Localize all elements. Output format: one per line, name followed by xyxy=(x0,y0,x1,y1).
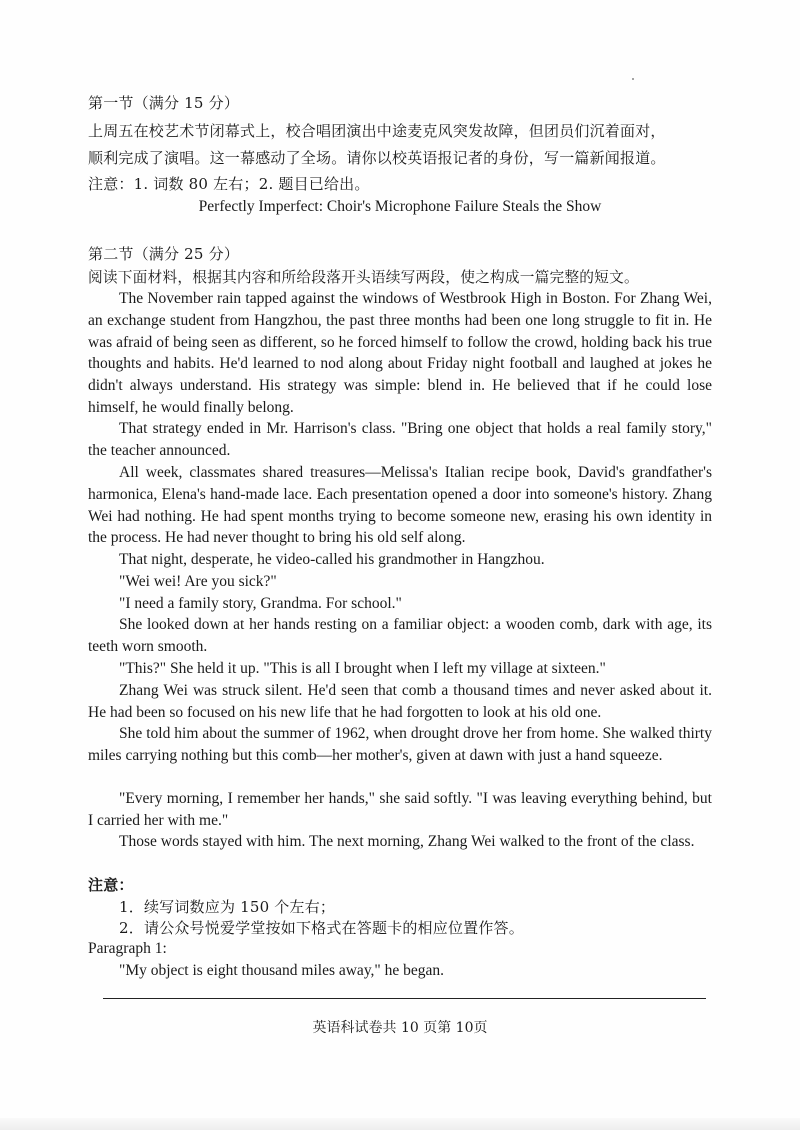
story-paragraph-2: That strategy ended in Mr. Harrison's class. "Bring one object that holds a real family story," the teacher announced. xyxy=(88,420,712,459)
scan-speck xyxy=(632,78,634,80)
note-answer-format: 2．请公众号悦爱学堂按如下格式在答题卡的相应位置作答。 xyxy=(119,919,524,937)
section1-prompt-line1: 上周五在校艺术节闭幕式上，校合唱团演出中途麦克风突发故障，但团员们沉着面对， xyxy=(88,122,666,140)
paragraph-opening: "My object is eight thousand miles away," he began. xyxy=(119,962,445,979)
notes-label: 注意： xyxy=(88,876,134,894)
section1-heading: 第一节（满分 15 分） xyxy=(88,94,240,112)
paragraph-label: Paragraph 1: xyxy=(88,940,167,957)
footer-rule xyxy=(103,998,706,999)
page-footer: 英语科试卷共 10 页第 10页 xyxy=(312,1020,488,1036)
story-paragraph-5: "Wei wei! Are you sick?" xyxy=(119,573,277,590)
story-paragraph-8: "This?" She held it up. "This is all I brought when I left my village at sixteen." xyxy=(119,660,606,677)
story-paragraph-1: The November rain tapped against the windows of Westbrook High in Boston. For Zhang Wei, an exchange student from Hangzhou, the past three months had been one long struggle to fit in. He was afraid of being seen as different, so he forced himself to follow the crowd, holding back his true thoughts and habits. He'd learned to nod along about Friday night football and laughed at jokes he didn't always understand. His strategy was simple: blend in. He believed that if he could lose himself, he would finally belong. xyxy=(88,290,712,416)
story-paragraph-4: That night, desperate, he video-called his grandmother in Hangzhou. xyxy=(119,551,545,568)
section1-prompt-line2: 顺利完成了演唱。这一幕感动了全场。请你以校英语报记者的身份，写一篇新闻报道。 xyxy=(88,149,666,167)
note-word-count: 1．续写词数应为 150 个左右； xyxy=(119,898,336,916)
section2-heading: 第二节（满分 25 分） xyxy=(88,245,240,263)
section2-instruction: 阅读下面材料，根据其内容和所给段落开头语续写两段，使之构成一篇完整的短文。 xyxy=(88,269,639,286)
scan-edge xyxy=(0,1118,800,1130)
story-paragraph-11: "Every morning, I remember her hands," she said softly. "I was leaving everything behind, but I carried her with me." xyxy=(88,790,712,829)
section1-note: 注意：1. 词数 80 左右；2. 题目已给出。 xyxy=(88,175,370,193)
story-paragraph-6: "I need a family story, Grandma. For school." xyxy=(119,595,402,612)
story-paragraph-10: She told him about the summer of 1962, when drought drove her from home. She walked thirty miles carrying nothing but this comb—her mother's, given at dawn with just a hand squeeze. xyxy=(88,725,712,764)
story-paragraph-12: Those words stayed with him. The next morning, Zhang Wei walked to the front of the class. xyxy=(119,833,695,850)
news-title: Perfectly Imperfect: Choir's Microphone Failure Steals the Show xyxy=(198,198,602,215)
story-paragraph-7: She looked down at her hands resting on a familiar object: a wooden comb, dark with age, its teeth worn smooth. xyxy=(88,616,712,655)
story-paragraph-9: Zhang Wei was struck silent. He'd seen that comb a thousand times and never asked about it. He had been so focused on his new life that he had forgotten to look at his old one. xyxy=(88,682,712,721)
story-paragraph-3: All week, classmates shared treasures—Melissa's Italian recipe book, David's grandfather's harmonica, Elena's hand-made lace. Each presentation opened a door into someone's history. Zhang Wei had nothing. He had spent months trying to become someone new, erasing his own identity in the process. He had never thought to bring his old self along. xyxy=(88,464,712,547)
